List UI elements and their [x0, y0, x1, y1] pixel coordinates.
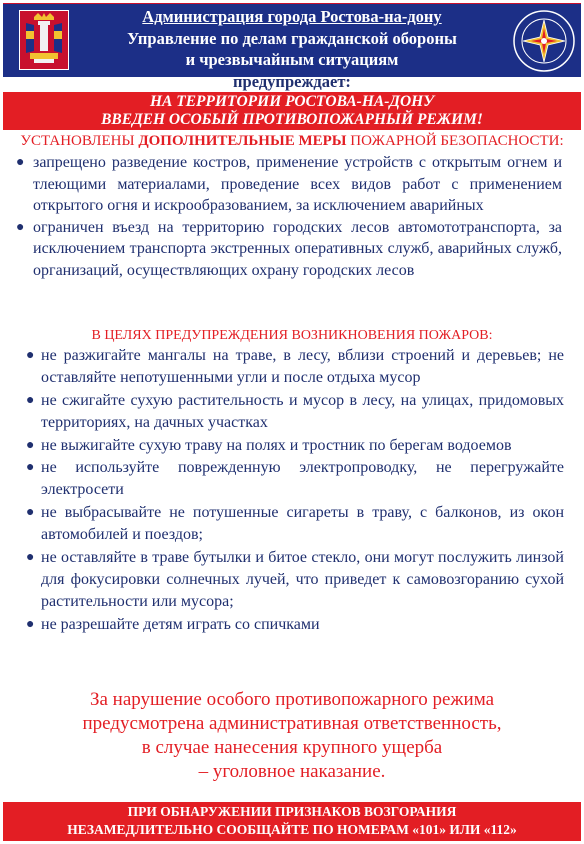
bullet-icon: ●: [26, 460, 35, 476]
prevention-item-text: не выжигайте сухую траву на полях и тростник по берегам водоемов: [41, 436, 512, 454]
header-title: [93, 6, 491, 71]
bullet-icon: ●: [26, 348, 35, 363]
banner-line-regime: ВВЕДЕН ОСОБЫЙ ПРОТИВОПОЖАРНЫЙ РЕЖИМ!: [101, 111, 483, 128]
measure-item: [14, 217, 562, 282]
bullet-icon: ●: [16, 155, 25, 170]
prevention-item-text: не разрешайте детям играть со спичками: [41, 615, 320, 633]
measure-item-text: запрещено разведение костров, применение устройств с открытым огнем и тлеющими материалами, проведение всех видов работ с применением открытого огня и искрообразованием, за исключением аварийных: [33, 154, 562, 215]
emergency-numbers-banner: [3, 802, 581, 841]
bullet-icon: ●: [26, 504, 35, 520]
header: [3, 3, 581, 77]
warns-caption: предупреждает:: [233, 72, 351, 91]
prevention-item-text: не разжигайте мангалы на траве, в лесу, вблизи строений и деревьев; не оставляйте непотушенными угли и после отдыха мусор: [41, 347, 564, 387]
bullet-icon: ●: [26, 437, 35, 453]
liability-line: в случае нанесения крупного ущерба: [141, 737, 443, 758]
prevention-heading: В ЦЕЛЯХ ПРЕДУПРЕЖДЕНИЯ ВОЗНИКНОВЕНИЯ ПОЖАРОВ:: [91, 328, 493, 343]
measures-list: [14, 152, 562, 282]
mchs-emblem-icon: [513, 10, 575, 72]
prevention-item: [26, 345, 564, 390]
special-regime-banner: [3, 92, 581, 130]
banner-line-territory: НА ТЕРРИТОРИИ РОСТОВА-НА-ДОНУ: [149, 93, 435, 110]
rostov-coat-of-arms-icon: [19, 10, 69, 70]
prevention-list: [26, 345, 564, 636]
bullet-icon: ●: [16, 219, 25, 235]
liability-line: – уголовное наказание.: [198, 761, 386, 782]
measures-heading-pre: УСТАНОВЛЕНЫ: [20, 133, 139, 149]
header-line-emergency: и чрезвычайным ситуациям: [185, 50, 399, 69]
prevention-item-text: не используйте поврежденную электропроводку, не перегружайте электросети: [41, 459, 564, 499]
prevention-item-text: не выбрасывайте не потушенные сигареты в траву, с балконов, из окон автомобилей и поездов;: [41, 503, 564, 544]
bullet-icon: ●: [26, 616, 35, 632]
measures-heading-post: ПОЖАРНОЙ БЕЗОПАСНОСТИ:: [346, 133, 564, 149]
liability-notice: [0, 688, 584, 784]
liability-line: За нарушение особого противопожарного режима: [89, 689, 495, 710]
measure-item-text: ограничен въезд на территорию городских лесов автомототранспорта, за исключением транспорта экстренных оперативных служб, аварийных служб, организаций, осуществляющих охрану городских лесов: [33, 218, 562, 279]
bottom-banner-line-numbers: НЕЗАМЕДЛИТЕЛЬНО СООБЩАЙТЕ ПО НОМЕРАМ «101» ИЛИ «112»: [67, 821, 517, 837]
bottom-banner-line-signs: ПРИ ОБНАРУЖЕНИИ ПРИЗНАКОВ ВОЗГОРАНИЯ: [127, 804, 457, 819]
liability-line: предусмотрена административная ответственность,: [82, 713, 502, 734]
bullet-icon: ●: [26, 549, 35, 565]
prevention-item: [26, 614, 564, 636]
prevention-item: [26, 390, 564, 435]
measures-heading-bold: ДОПОЛНИТЕЛЬНЫЕ МЕРЫ: [138, 133, 347, 149]
header-line-administration: Администрация города Ростова-на-дону: [142, 7, 442, 26]
measures-heading: [0, 133, 584, 150]
prevention-item: [26, 457, 564, 502]
prevention-item: [26, 435, 564, 457]
prevention-item-text: не оставляйте в траве бутылки и битое стекло, они могут послужить линзой для фокусировки солнечных лучей, что приведет к самовозгоранию сухой растительности или мусора;: [41, 548, 564, 611]
prevention-item: [26, 547, 564, 614]
bullet-icon: ●: [26, 392, 35, 408]
header-line-department: Управление по делам гражданской обороны: [127, 28, 457, 48]
prevention-item-text: не сжигайте сухую растительность и мусор в лесу, на улицах, придомовых территориях, на дачных участках: [41, 391, 564, 432]
prevention-item: [26, 502, 564, 547]
measure-item: [14, 152, 562, 217]
